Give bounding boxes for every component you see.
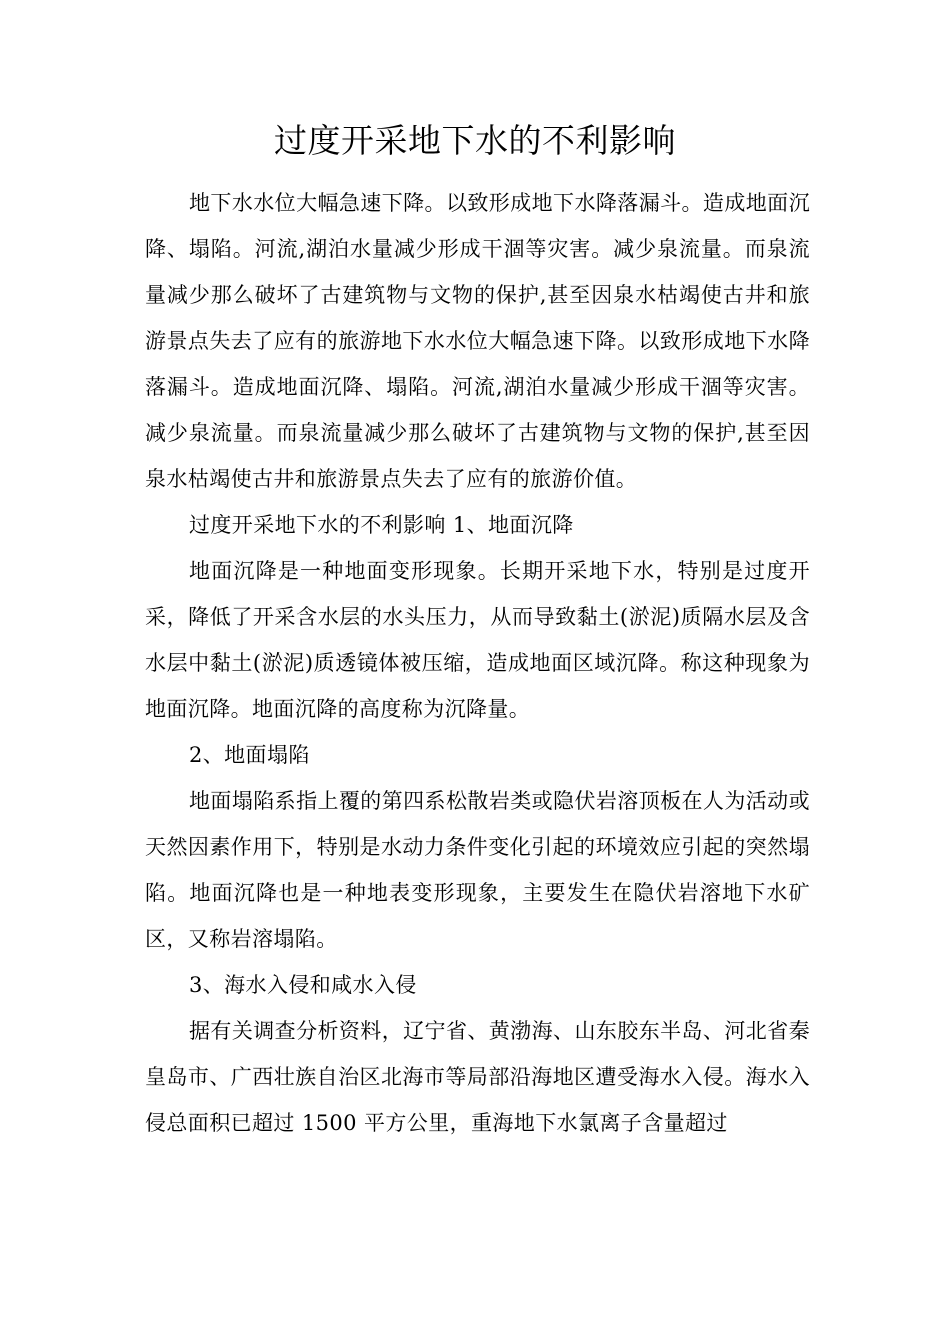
paragraph-seawater-intrusion: 据有关调查分析资料，辽宁省、黄渤海、山东胶东半岛、河北省秦皇岛市、广西壮族自治区北海市等局部沿海地区遭受海水入侵。海水入侵总面积已超过 1500 平方公里，重海地下水氯离子含量超过	[145, 1019, 810, 1135]
section-heading-collapse: 2、地面塌陷	[189, 743, 310, 767]
section-heading-subsidence: 过度开采地下水的不利影响 1、地面沉降	[189, 513, 574, 537]
document-body	[145, 180, 810, 1146]
document-title: 过度开采地下水的不利影响	[274, 121, 676, 160]
paragraph-subsidence: 地面沉降是一种地面变形现象。长期开采地下水，特别是过度开采，降低了开采含水层的水头压力，从而导致黏土(淤泥)质隔水层及含水层中黏土(淤泥)质透镜体被压缩，造成地面区域沉降。称这种现象为地面沉降。地面沉降的高度称为沉降量。	[145, 559, 810, 721]
paragraph-intro: 地下水水位大幅急速下降。以致形成地下水降落漏斗。造成地面沉降、塌陷。河流,湖泊水量减少形成干涸等灾害。减少泉流量。而泉流量减少那么破坏了古建筑物与文物的保护,甚至因泉水枯竭使古井和旅游景点失去了应有的旅游地下水水位大幅急速下降。以致形成地下水降落漏斗。造成地面沉降、塌陷。河流,湖泊水量减少形成干涸等灾害。减少泉流量。而泉流量减少那么破坏了古建筑物与文物的保护,甚至因泉水枯竭使古井和旅游景点失去了应有的旅游价值。	[145, 191, 810, 491]
paragraph-collapse: 地面塌陷系指上覆的第四系松散岩类或隐伏岩溶顶板在人为活动或天然因素作用下，特别是水动力条件变化引起的环境效应引起的突然塌陷。地面沉降也是一种地表变形现象，主要发生在隐伏岩溶地下水矿区，又称岩溶塌陷。	[145, 789, 810, 951]
section-heading-seawater-intrusion: 3、海水入侵和咸水入侵	[189, 973, 417, 997]
